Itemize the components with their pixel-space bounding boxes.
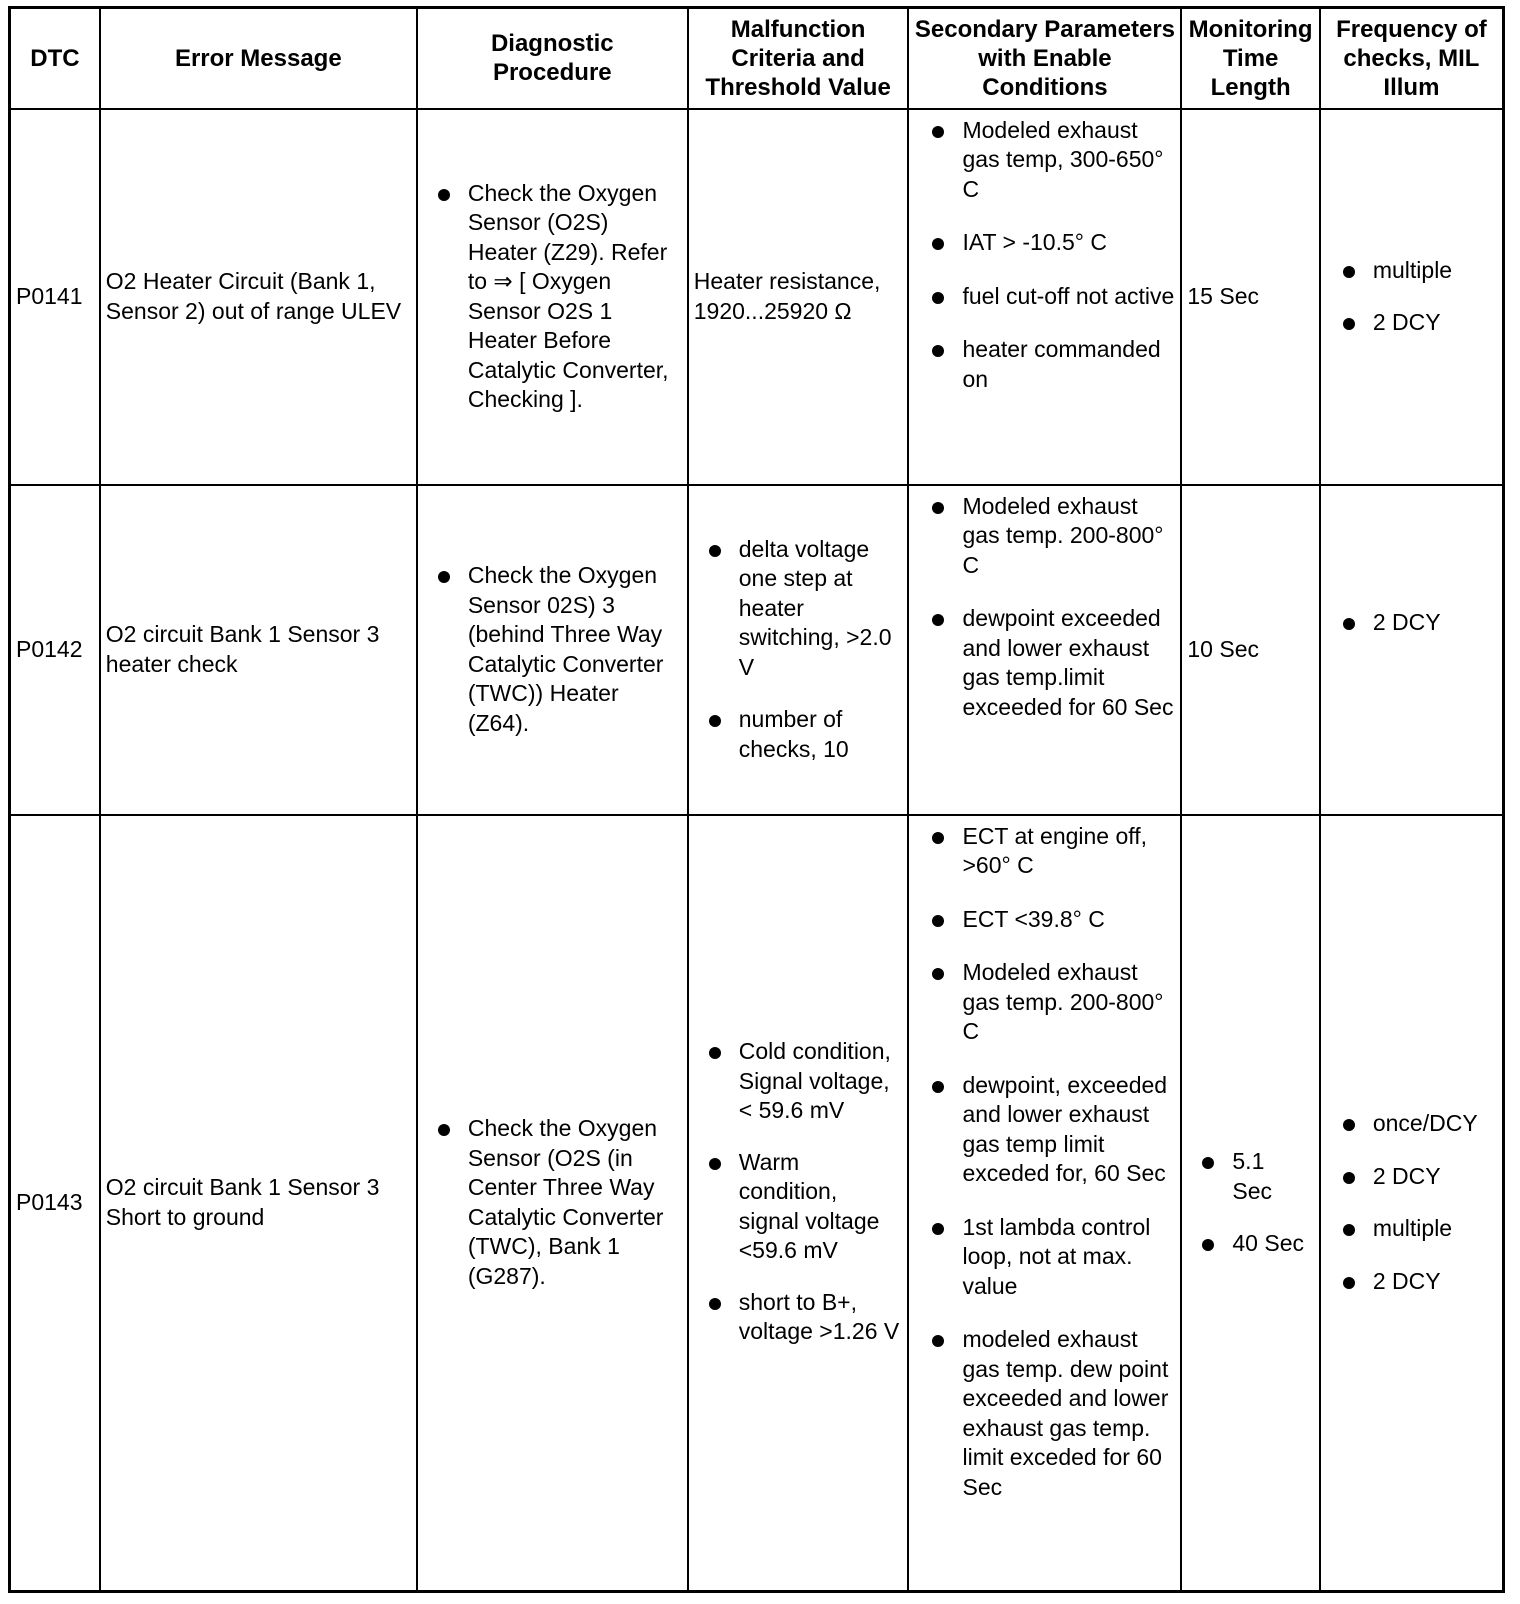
secondary-parameters [908,485,1181,815]
header-secondary-parameters: Secondary Parameters with Enable Conditions [908,8,1181,109]
list-item: 40 Sec [1184,1229,1314,1259]
header-monitoring-time: Monitoring Time Length [1181,8,1319,109]
header-dtc: DTC [10,8,100,109]
list-item: multiple [1325,1214,1498,1244]
list-item: number of checks, 10 [691,705,904,764]
secondary-parameters-list [914,492,1176,723]
dtc-code: P0142 [10,485,100,815]
list-item: Check the Oxygen Sensor 02S) 3 (behind Three Way Catalytic Converter (TWC)) Heater (Z64). [420,561,683,738]
secondary-parameters [908,109,1181,485]
list-item: IAT > -10.5° C [914,228,1176,258]
error-message: O2 circuit Bank 1 Sensor 3 Short to ground [100,815,417,1592]
list-item: 2 DCY [1325,1162,1498,1192]
list-item: fuel cut-off not active [914,282,1176,312]
diagnostic-procedure-list [420,1114,683,1291]
list-item: Cold condition, Signal voltage, < 59.6 mV [691,1037,904,1126]
malfunction-criteria [688,815,909,1592]
list-item: Check the Oxygen Sensor (O2S (in Center Three Way Catalytic Converter (TWC), Bank 1 (G287). [420,1114,683,1291]
monitoring-time: 10 Sec [1181,485,1319,815]
frequency-list [1325,256,1498,338]
monitoring-time-list [1184,1147,1314,1259]
frequency [1320,815,1504,1592]
list-item: multiple [1325,256,1498,286]
dtc-table [8,6,1505,1593]
list-item: modeled exhaust gas temp. dew point exceeded and lower exhaust gas temp. limit exceded for 60 Sec [914,1325,1176,1502]
malfunction-criteria-list [691,535,904,765]
list-item: delta voltage one step at heater switching, >2.0 V [691,535,904,683]
list-item: short to B+, voltage >1.26 V [691,1288,904,1347]
header-malfunction-criteria: Malfunction Criteria and Threshold Value [688,8,909,109]
error-message: O2 Heater Circuit (Bank 1, Sensor 2) out of range ULEV [100,109,417,485]
frequency [1320,485,1504,815]
list-item: 1st lambda control loop, not at max. value [914,1213,1176,1302]
list-item: Modeled exhaust gas temp, 300-650° C [914,116,1176,205]
frequency-list [1325,1109,1498,1296]
list-item: 2 DCY [1325,308,1498,338]
list-item: 2 DCY [1325,608,1498,638]
table-row [10,109,1504,485]
frequency-list [1325,608,1498,638]
list-item: dewpoint, exceeded and lower exhaust gas temp limit exceded for, 60 Sec [914,1071,1176,1189]
secondary-parameters-list [914,116,1176,395]
monitoring-time: 15 Sec [1181,109,1319,485]
header-frequency: Frequency of checks, MIL Illum [1320,8,1504,109]
list-item: 2 DCY [1325,1267,1498,1297]
malfunction-criteria [688,485,909,815]
list-item: ECT at engine off, >60° C [914,822,1176,881]
list-item: 5.1 Sec [1184,1147,1314,1206]
diagnostic-procedure-list [420,561,683,738]
secondary-parameters-list [914,822,1176,1503]
list-item: Modeled exhaust gas temp. 200-800° C [914,492,1176,581]
list-item: ECT <39.8° C [914,905,1176,935]
list-item: Check the Oxygen Sensor (O2S) Heater (Z29). Refer to ⇒ [ Oxygen Sensor O2S 1 Heater Before Catalytic Converter, Checking ]. [420,179,683,415]
monitoring-time [1181,815,1319,1592]
header-row [10,8,1504,109]
dtc-code: P0143 [10,815,100,1592]
malfunction-criteria: Heater resistance, 1920...25920 Ω [688,109,909,485]
diagnostic-procedure-list [420,179,683,415]
header-diagnostic-procedure: Diagnostic Procedure [417,8,688,109]
list-item: dewpoint exceeded and lower exhaust gas temp.limit exceeded for 60 Sec [914,604,1176,722]
frequency [1320,109,1504,485]
table-row [10,815,1504,1592]
error-message: O2 circuit Bank 1 Sensor 3 heater check [100,485,417,815]
list-item: heater commanded on [914,335,1176,394]
header-error-message: Error Message [100,8,417,109]
dtc-code: P0141 [10,109,100,485]
list-item: Warm condition, signal voltage <59.6 mV [691,1148,904,1266]
table-row [10,485,1504,815]
secondary-parameters [908,815,1181,1592]
list-item: once/DCY [1325,1109,1498,1139]
diagnostic-procedure [417,109,688,485]
diagnostic-procedure [417,815,688,1592]
malfunction-criteria-list [691,1037,904,1347]
diagnostic-procedure [417,485,688,815]
list-item: Modeled exhaust gas temp. 200-800° C [914,958,1176,1047]
